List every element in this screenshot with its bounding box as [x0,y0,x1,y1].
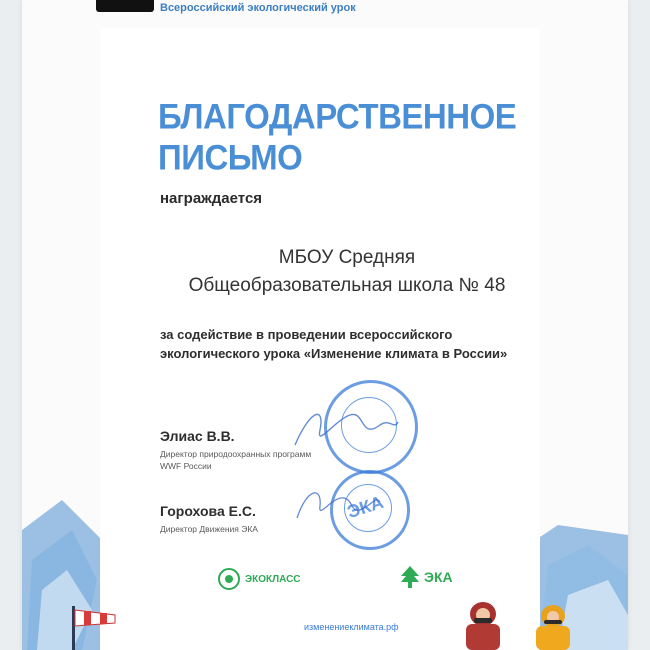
title-line-2: ПИСЬМО [158,137,303,177]
wwf-logo [96,0,154,12]
reason-line-1: за содействие в проведении всероссийского [160,327,453,342]
ekoklass-logo [218,568,301,590]
reason-line-2: экологического урока «Изменение климата в России» [160,346,508,361]
ekoklass-dot-icon [225,575,233,583]
signatory-name: Горохова Е.С. [160,503,256,519]
explorers-illustration [448,596,588,650]
letter-title [158,96,518,178]
windsock-icon [70,606,120,650]
site-url-link[interactable]: изменениеклимата.рф [304,622,399,632]
header-org-name: Всероссийский экологический урок [160,2,356,14]
eka-logo [400,566,453,588]
title-line-1: БЛАГОДАРСТВЕННОЕ [158,96,517,136]
signatory-name: Элиас В.В. [160,428,235,444]
signatory-role-line-1: Директор природоохранных программ [160,449,312,459]
recipient-line-2: Общеобразовательная школа № 48 [188,275,506,296]
ekoklass-circle-icon [218,568,240,590]
certificate-sheet [22,0,628,650]
eka-logo-text: ЭКА [424,569,453,585]
signatory-role-line-2: WWF России [160,461,212,471]
award-reason [160,325,580,363]
signatory-elias [160,428,311,472]
signatory-gorokhova [160,503,258,535]
tree-icon [400,566,420,588]
recipient-name [82,244,612,300]
signature-gorokhova [292,478,382,528]
signatory-role-line-1: Директор Движения ЭКА [160,524,258,534]
signatory-role [160,523,258,535]
recipient-line-1: МБОУ Средняя [278,247,416,268]
ekoklass-logo-text: ЭКОКЛАСС [245,573,301,585]
signatory-role [160,448,311,472]
eka-stamp-text: ЭКА [344,491,386,523]
awarded-label: награждается [160,190,263,207]
